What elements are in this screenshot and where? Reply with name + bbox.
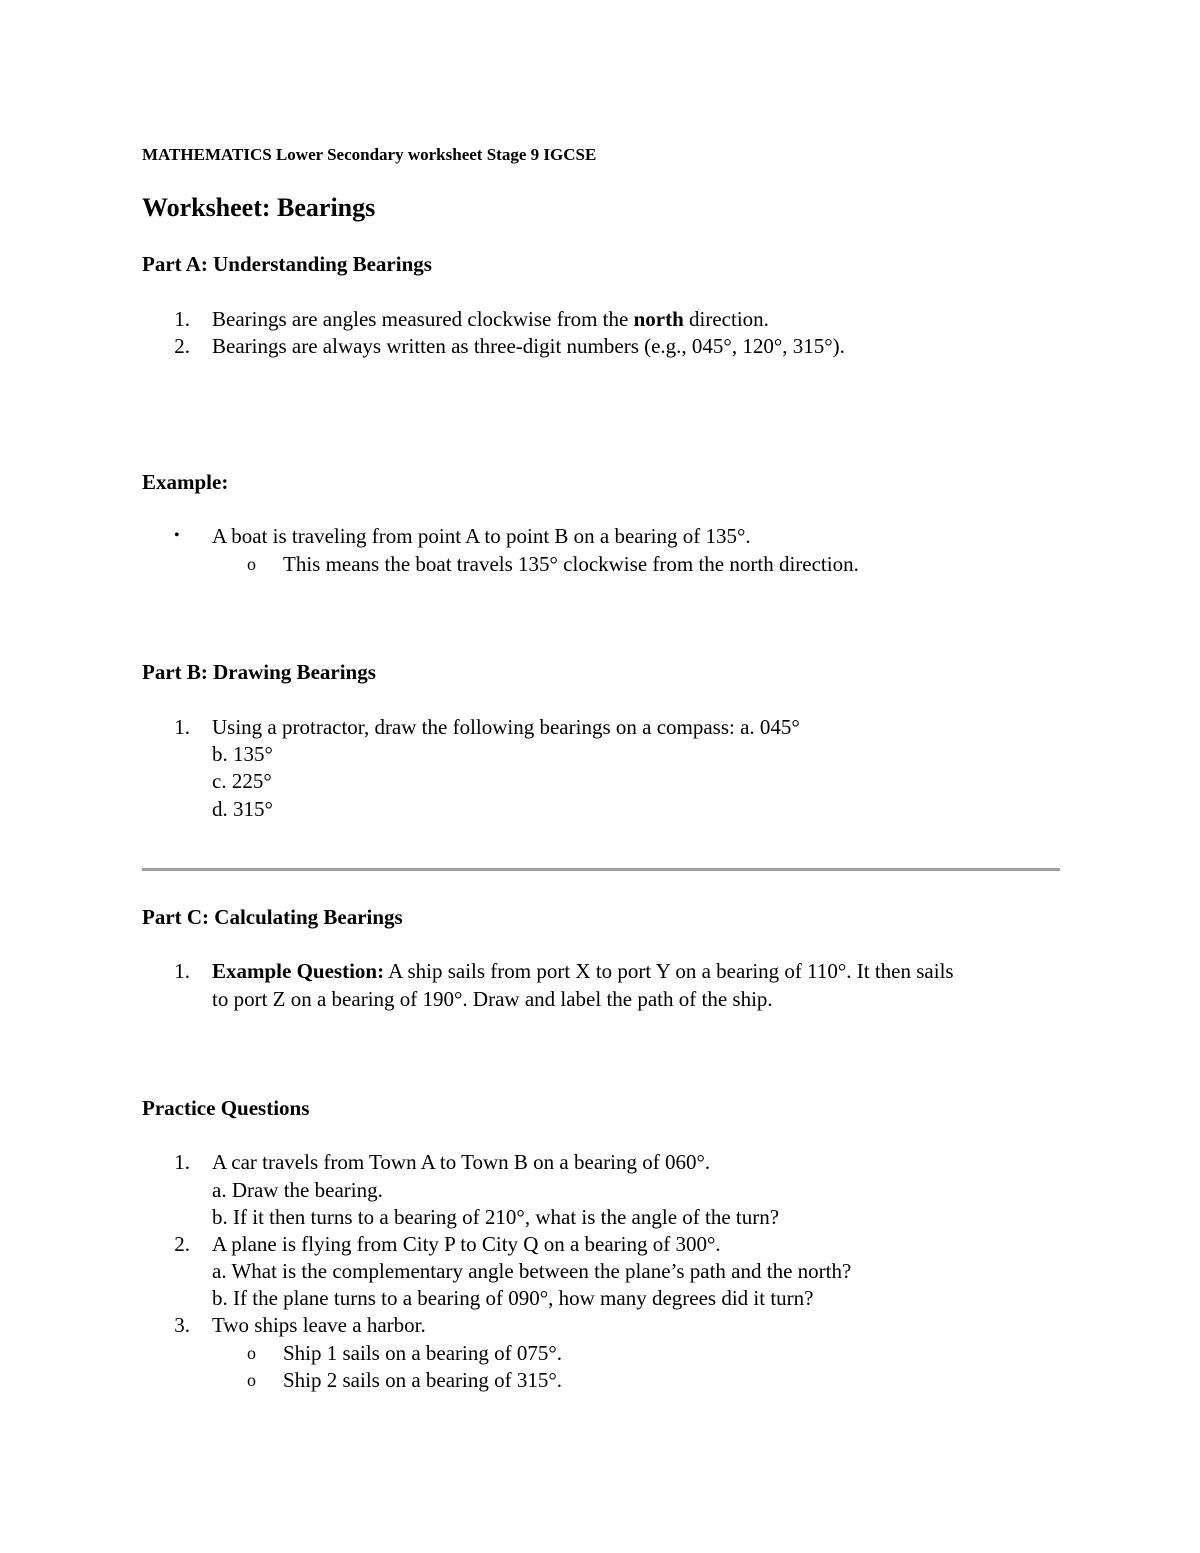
part-a-heading: Part A: Understanding Bearings xyxy=(142,252,432,276)
circle-bullet-icon: o xyxy=(247,554,256,574)
part-a-item-1-number: 1. xyxy=(174,307,190,331)
example-question-label: Example Question: xyxy=(212,959,385,983)
practice-q3-text: Two ships leave a harbor. xyxy=(212,1313,426,1337)
part-c-item-line-2: to port Z on a bearing of 190°. Draw and label the path of the ship. xyxy=(212,987,773,1011)
practice-q1-part-b: b. If it then turns to a bearing of 210°, what is the angle of the turn? xyxy=(212,1205,780,1229)
practice-q2-text: A plane is flying from City P to City Q on a bearing of 300°. xyxy=(212,1232,721,1256)
page-title: Worksheet: Bearings xyxy=(142,193,376,222)
practice-q3-ship-1: Ship 1 sails on a bearing of 075°. xyxy=(283,1341,563,1365)
part-b-option-d: d. 315° xyxy=(212,797,273,821)
practice-q1-number: 1. xyxy=(174,1150,190,1174)
part-b-option-b: b. 135° xyxy=(212,742,273,766)
example-heading: Example: xyxy=(142,470,229,494)
part-c-item-line-1 xyxy=(212,958,954,984)
part-c-item-number: 1. xyxy=(174,959,190,983)
circle-bullet-icon: o xyxy=(247,1370,256,1390)
part-b-heading: Part B: Drawing Bearings xyxy=(142,660,376,684)
example-sub-item: This means the boat travels 135° clockwise from the north direction. xyxy=(283,552,859,576)
practice-q3-ship-2: Ship 2 sails on a bearing of 315°. xyxy=(283,1368,563,1392)
practice-heading: Practice Questions xyxy=(142,1096,310,1120)
part-a-item-2-number: 2. xyxy=(174,334,190,358)
part-a-item-2: Bearings are always written as three-digit numbers (e.g., 045°, 120°, 315°). xyxy=(212,334,845,358)
part-a-item-1-text-end: direction. xyxy=(683,307,769,331)
part-b-item-number: 1. xyxy=(174,715,190,739)
practice-q2-part-b: b. If the plane turns to a bearing of 090°, how many degrees did it turn? xyxy=(212,1286,814,1310)
bullet-icon: • xyxy=(174,527,180,544)
practice-q2-part-a: a. What is the complementary angle between the plane’s path and the north? xyxy=(212,1259,852,1283)
part-b-item-line-1: Using a protractor, draw the following bearings on a compass: a. 045° xyxy=(212,715,800,739)
part-a-item-1 xyxy=(212,306,769,332)
circle-bullet-icon: o xyxy=(247,1343,256,1363)
example-item: A boat is traveling from point A to point B on a bearing of 135°. xyxy=(212,524,751,548)
example-question-text: A ship sails from port X to port Y on a bearing of 110°. It then sails xyxy=(384,959,954,983)
part-c-heading: Part C: Calculating Bearings xyxy=(142,905,403,929)
part-a-item-1-text-start: Bearings are angles measured clockwise from the xyxy=(212,307,634,331)
part-b-option-c: c. 225° xyxy=(212,769,272,793)
worksheet-header: MATHEMATICS Lower Secondary worksheet Stage 9 IGCSE xyxy=(142,145,597,164)
practice-q2-number: 2. xyxy=(174,1232,190,1256)
practice-q1-part-a: a. Draw the bearing. xyxy=(212,1178,383,1202)
north-emphasis: north xyxy=(633,307,684,331)
practice-q1-text: A car travels from Town A to Town B on a bearing of 060°. xyxy=(212,1150,711,1174)
horizontal-divider xyxy=(142,868,1060,871)
practice-q3-number: 3. xyxy=(174,1313,190,1337)
